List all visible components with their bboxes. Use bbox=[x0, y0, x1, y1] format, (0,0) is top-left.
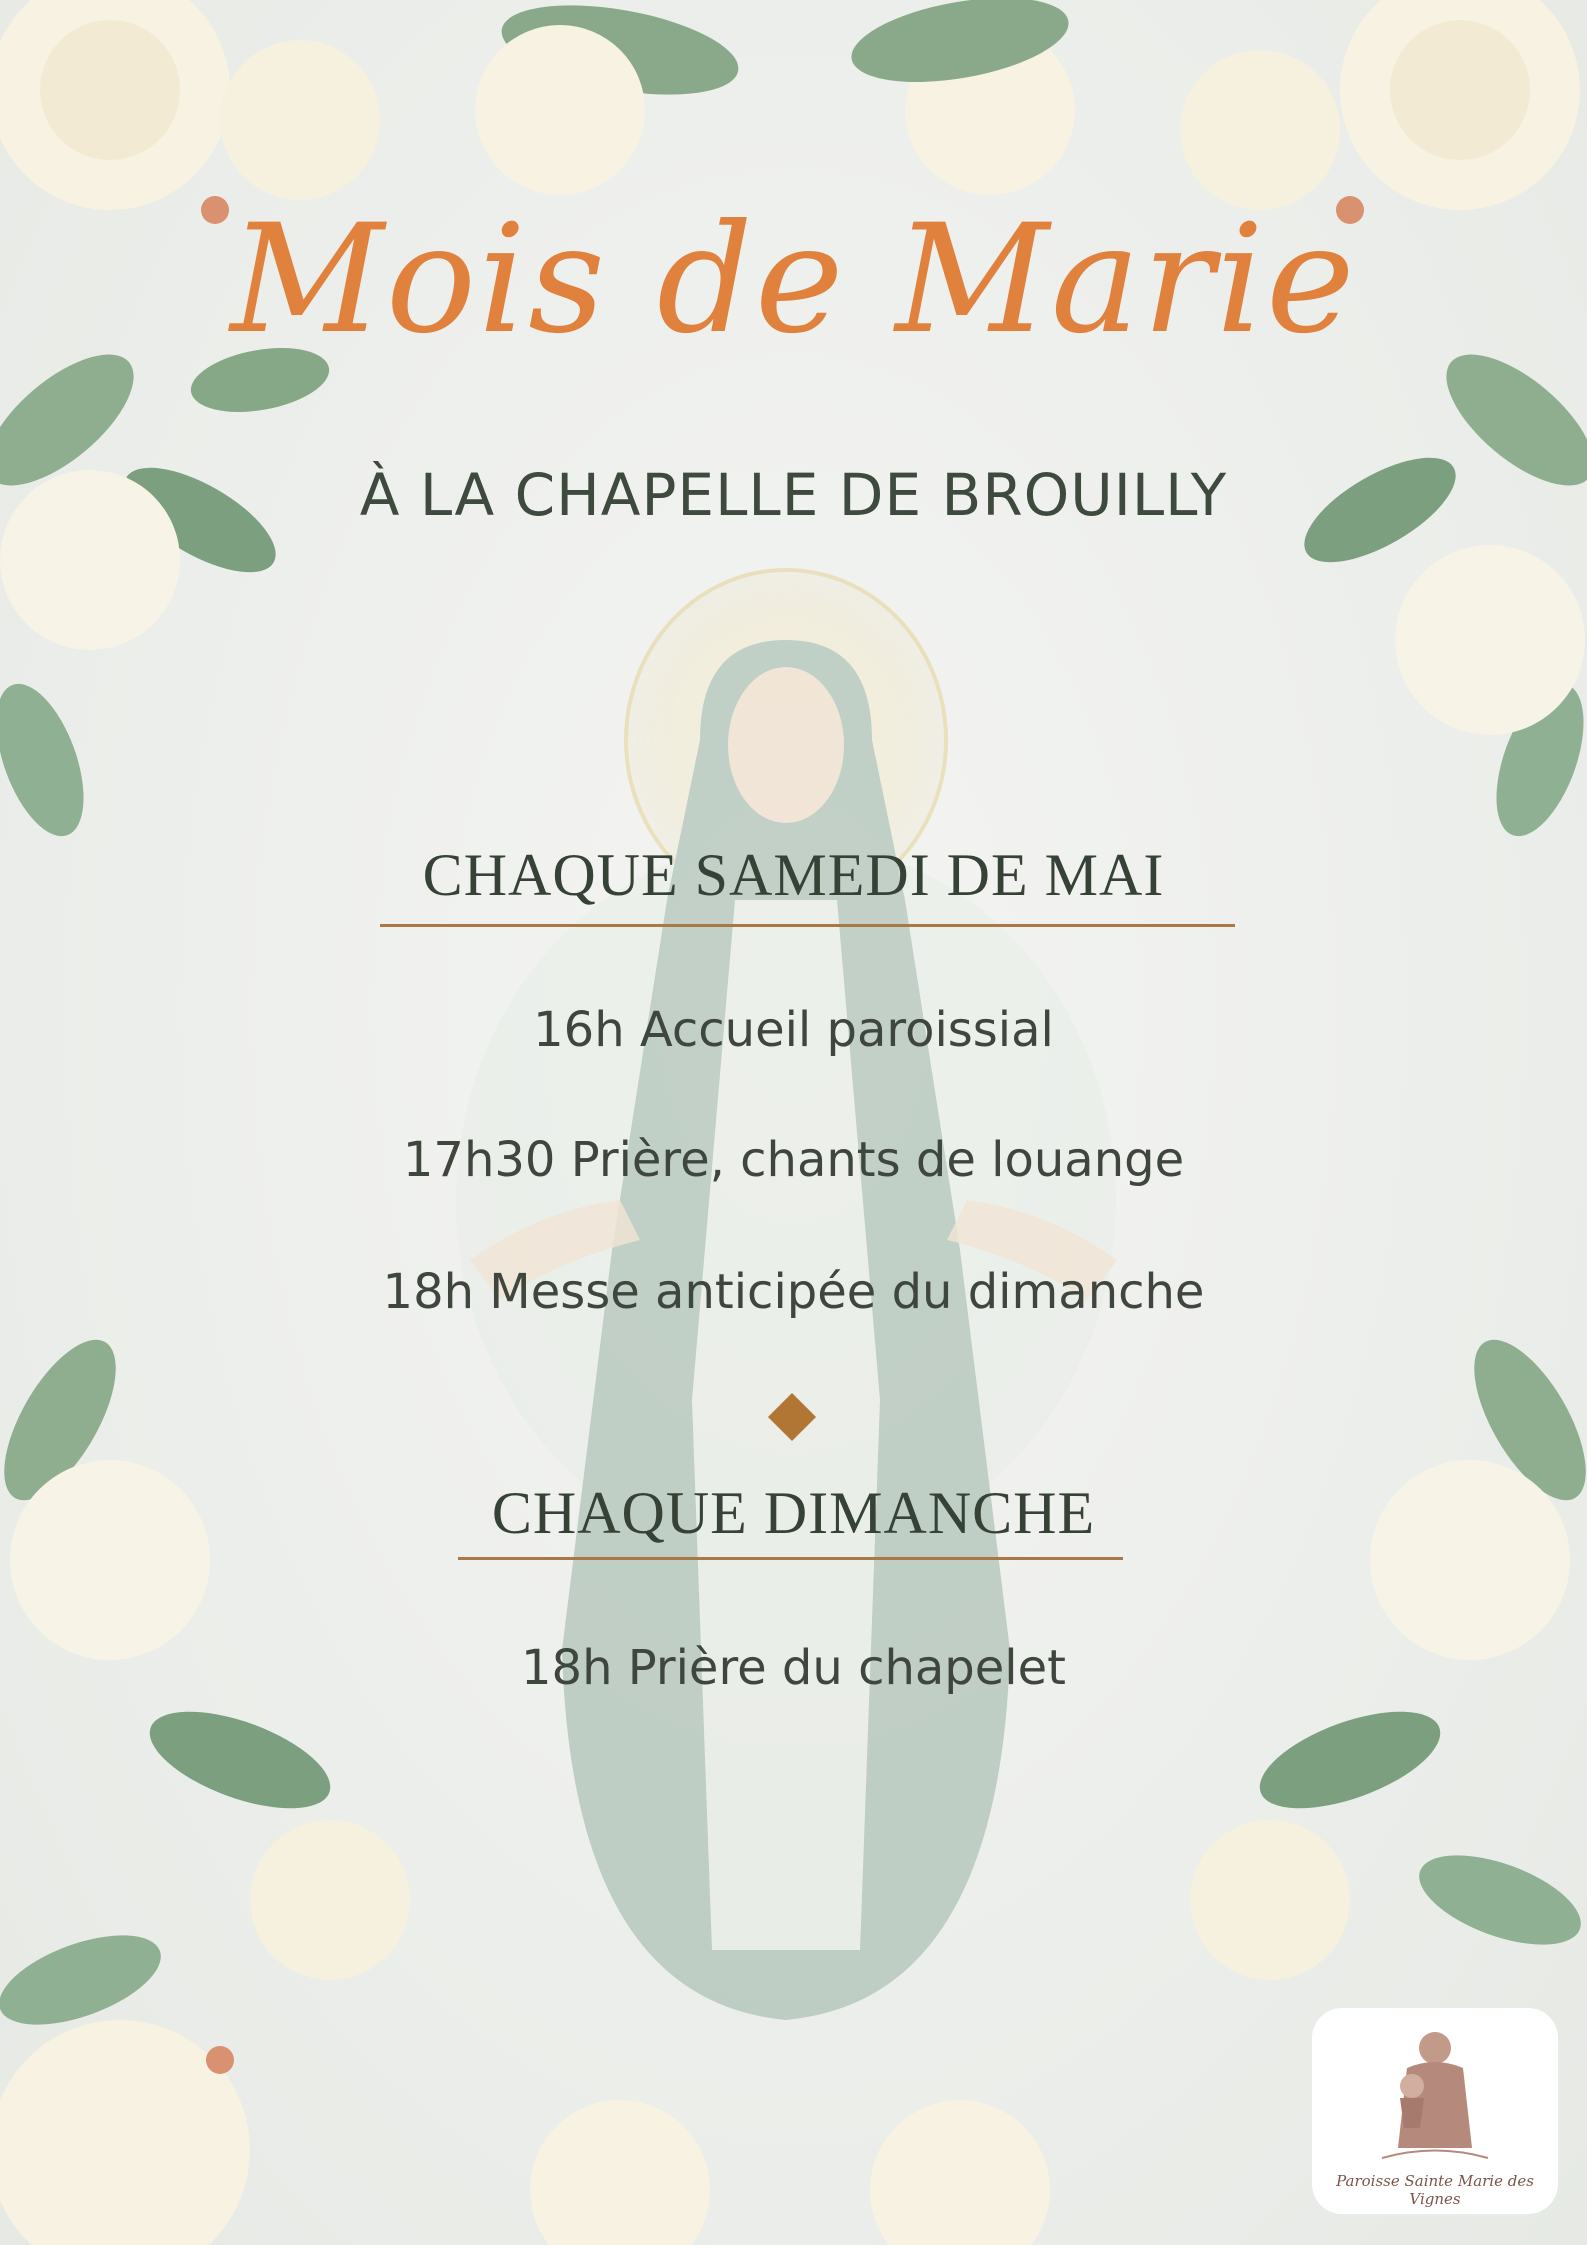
heading-underline bbox=[458, 1557, 1123, 1560]
poster-subtitle: À LA CHAPELLE DE BROUILLY bbox=[359, 461, 1228, 529]
parish-logo bbox=[1312, 2008, 1558, 2214]
parish-logo-text: Paroisse Sainte Marie des Vignes bbox=[1336, 2172, 1534, 2208]
schedule-item: 17h30 Prière, chants de louange bbox=[402, 1132, 1185, 1188]
schedule-item: 18h Prière du chapelet bbox=[521, 1640, 1066, 1696]
flowers-top-center bbox=[475, 0, 1075, 195]
section-heading-samedi: CHAQUE SAMEDI DE MAI bbox=[422, 842, 1165, 908]
schedule-item: 16h Accueil paroissial bbox=[533, 1002, 1054, 1058]
poster-title: Mois de Marie bbox=[230, 193, 1357, 367]
section-heading-dimanche: CHAQUE DIMANCHE bbox=[491, 1480, 1096, 1546]
flowers-top-right bbox=[1180, 0, 1587, 847]
schedule-item: 18h Messe anticipée du dimanche bbox=[382, 1264, 1205, 1320]
heading-underline bbox=[380, 924, 1235, 927]
flowers-top-left bbox=[0, 0, 380, 847]
